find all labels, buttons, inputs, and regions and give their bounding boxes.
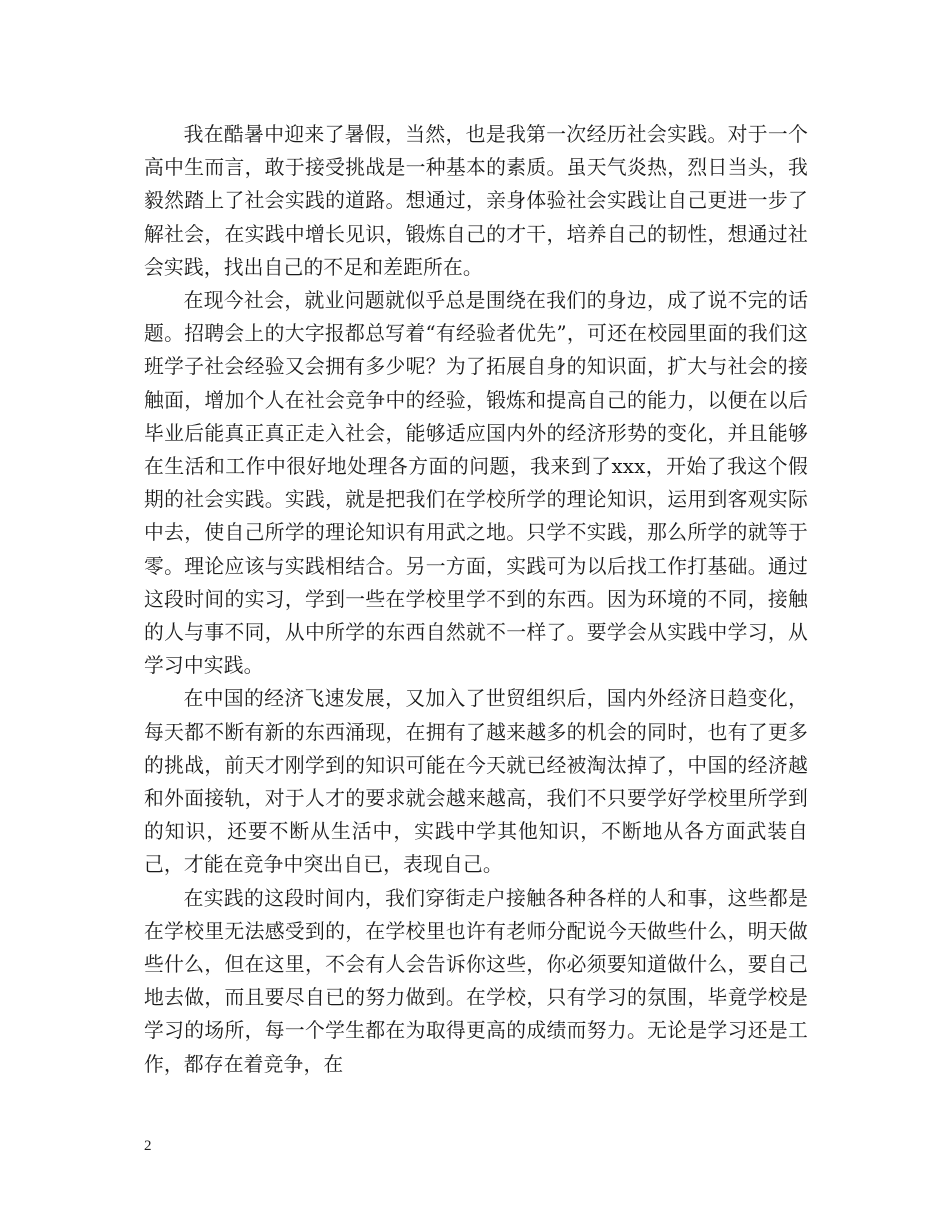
paragraph-2: 在现今社会，就业问题就似乎总是围绕在我们的身边，成了说不完的话题。招聘会上的大字报都总写着“有经验者优先”，可还在校园里面的我们这班学子社会经验又会拥有多少呢？为了拓展自身的知识面，扩大与社会的接触面，增加个人在社会竞争中的经验，锻炼和提高自己的能力，以便在以后毕业后能真正真正走入社会，能够适应国内外的经济形势的变化，并且能够在生活和工作中很好地处理各方面的问题，我来到了xxx，开始了我这个假期的社会实践。实践，就是把我们在学校所学的理论知识，运用到客观实际中去，使自己所学的理论知识有用武之地。只学不实践，那么所学的就等于零。理论应该与实践相结合。另一方面，实践可为以后找工作打基础。通过这段时间的实习，学到一些在学校里学不到的东西。因为环境的不同，接触的人与事不同，从中所学的东西自然就不一样了。要学会从实践中学习，从学习中实践。 bbox=[144, 289, 808, 678]
page-number: 2 bbox=[144, 1138, 152, 1154]
body-text bbox=[144, 118, 808, 1081]
paragraph-4: 在实践的这段时间内，我们穿街走户接触各种各样的人和事，这些都是在学校里无法感受到的，在学校里也许有老师分配说今天做些什么，明天做些什么，但在这里，不会有人会告诉你这些，你必须要知道做什么，要自己地去做，而且要尽自已的努力做到。在学校，只有学习的氛围，毕竟学校是学习的场所，每一个学生都在为取得更高的成绩而努力。无论是学习还是工作，都存在着竞争，在 bbox=[144, 886, 808, 1076]
paragraph-1: 我在酷暑中迎来了暑假，当然，也是我第一次经历社会实践。对于一个高中生而言，敢于接受挑战是一种基本的素质。虽天气炎热，烈日当头，我毅然踏上了社会实践的道路。想通过，亲身体验社会实践让自己更进一步了解社会，在实践中增长见识，锻炼自己的才干，培养自己的韧性，想通过社会实践，找出自己的不足和差距所在。 bbox=[144, 123, 808, 279]
paragraph-3: 在中国的经济飞速发展，又加入了世贸组织后，国内外经济日趋变化，每天都不断有新的东西涌现，在拥有了越来越多的机会的同时，也有了更多的挑战，前天才刚学到的知识可能在今天就已经被淘汰掉了，中国的经济越和外面接轨，对于人才的要求就会越来越高，我们不只要学好学校里所学到的知识，还要不断从生活中，实践中学其他知识，不断地从各方面武装自己，才能在竞争中突出自已，表现自己。 bbox=[144, 687, 808, 877]
